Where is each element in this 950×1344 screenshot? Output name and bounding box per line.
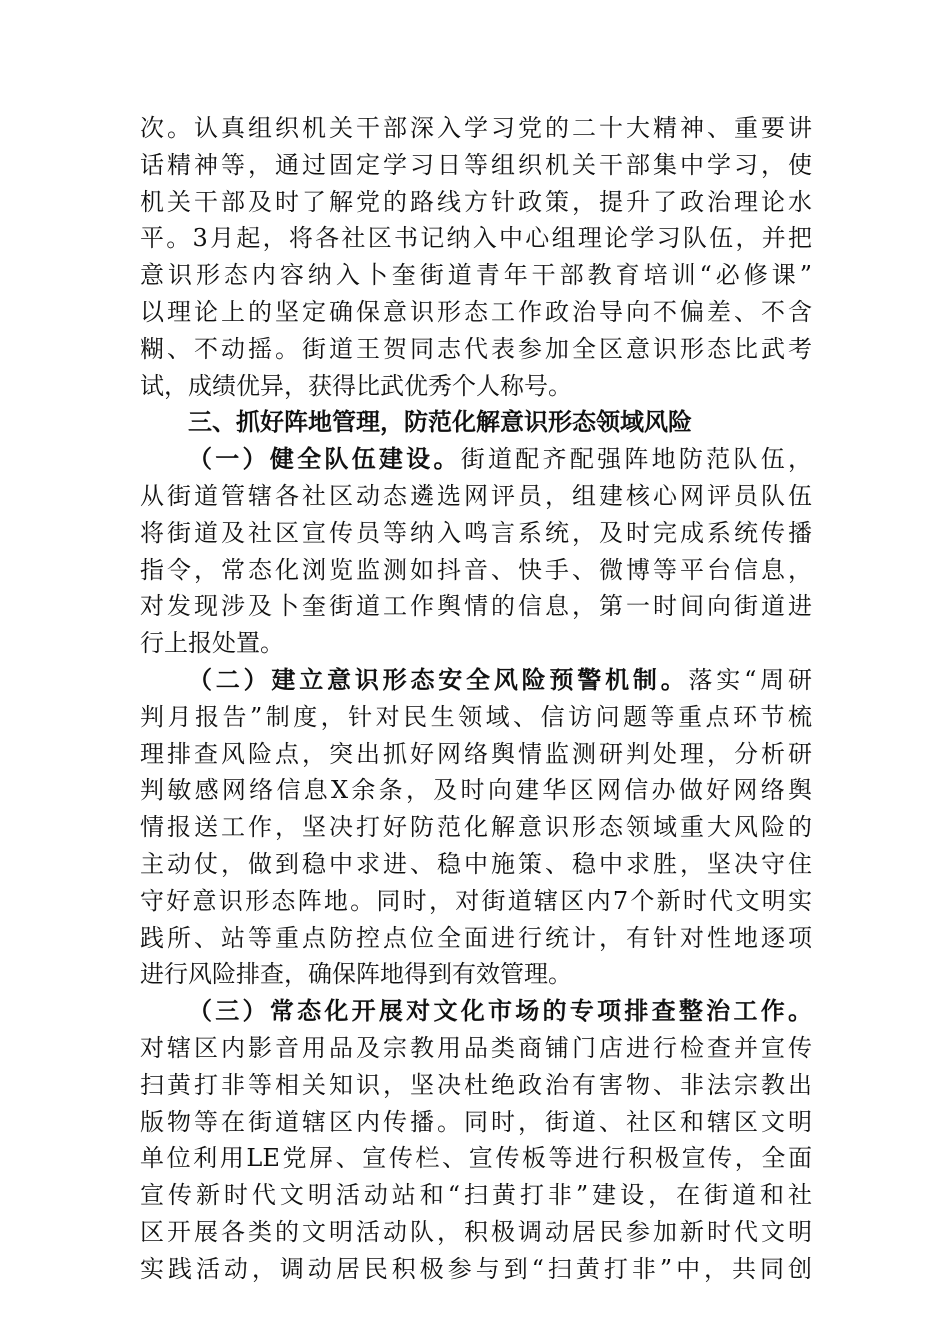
paragraph-line: 扫黄打非等相关知识，坚决杜绝政治有害物、非法宗教出 — [140, 1070, 812, 1099]
paragraph-line: 守好意识形态阵地。同时，对街道辖区内7个新时代文明实 — [140, 886, 812, 915]
paragraph-line: 实践活动，调动居民积极参与到“扫黄打非”中，共同创 — [140, 1254, 812, 1283]
paragraph-line: 情报送工作，坚决打好防范化解意识形态领域重大风险的 — [140, 813, 812, 842]
paragraph-line: 版物等在街道辖区内传播。同时，街道、社区和辖区文明 — [140, 1107, 812, 1136]
paragraph-line: 将街道及社区宣传员等纳入鸣言系统，及时完成系统传播 — [140, 518, 812, 547]
subsection-title: （二）建立意识形态安全风险预警机制。 — [188, 664, 689, 694]
subsection-first-line — [140, 441, 812, 478]
paragraph-line: 主动仗，做到稳中求进、稳中施策、稳中求胜，坚决守住 — [140, 849, 812, 878]
subsection-title: （一）健全队伍建设。 — [188, 444, 461, 474]
subsection-first-line — [140, 662, 812, 699]
paragraph-line: 指令，常态化浏览监测如抖音、快手、微博等平台信息， — [140, 555, 812, 584]
paragraph-line: 践所、站等重点防控点位全面进行统计，有针对性地逐项 — [140, 923, 812, 952]
paragraph-line: 理排查风险点，突出抓好网络舆情监测研判处理，分析研 — [140, 739, 812, 768]
paragraph-line: 对辖区内影音用品及宗教用品类商铺门店进行检查并宣传 — [140, 1033, 812, 1062]
paragraph-line: 判敏感网络信息X余条，及时向建华区网信办做好网络舆 — [140, 776, 812, 805]
paragraph-line: 宣传新时代文明活动站和“扫黄打非”建设，在街道和社 — [140, 1181, 812, 1210]
subsection-text: 街道配齐配强阵地防范队伍， — [460, 445, 812, 474]
paragraph-line: 判月报告”制度，针对民生领域、信访问题等重点环节梳 — [140, 702, 812, 731]
paragraph-line: 次。认真组织机关干部深入学习党的二十大精神、重要讲 — [140, 114, 812, 142]
paragraph-line: 区开展各类的文明活动队，积极调动居民参加新时代文明 — [140, 1217, 812, 1246]
paragraph-line: 行上报处置。 — [140, 629, 284, 658]
paragraph-line: 以理论上的坚定确保意识形态工作政治导向不偏差、不含 — [140, 297, 812, 326]
paragraph-line: 机关干部及时了解党的路线方针政策，提升了政治理论水 — [140, 187, 812, 216]
paragraph-line: 单位利用LE党屏、宣传栏、宣传板等进行积极宣传，全面 — [140, 1144, 812, 1173]
subsection-text: 落实“周研 — [688, 665, 812, 694]
section-heading: 三、抓好阵地管理，防范化解意识形态领域风险 — [188, 408, 692, 437]
paragraph-line: 平。3月起，将各社区书记纳入中心组理论学习队伍，并把 — [140, 224, 812, 253]
paragraph-line: 对发现涉及卜奎街道工作舆情的信息，第一时间向街道进 — [140, 592, 812, 621]
paragraph-line: 糊、不动摇。街道王贺同志代表参加全区意识形态比武考 — [140, 334, 812, 363]
paragraph-line: 试，成绩优异，获得比武优秀个人称号。 — [140, 371, 572, 400]
paragraph-line: 意识形态内容纳入卜奎街道青年干部教育培训“必修课” — [140, 261, 812, 290]
document-body — [140, 110, 812, 1288]
paragraph-line: 从街道管辖各社区动态遴选网评员，组建核心网评员队伍 — [140, 481, 812, 510]
paragraph-line: 进行风险排查，确保阵地得到有效管理。 — [140, 960, 572, 989]
paragraph-line: 话精神等，通过固定学习日等组织机关干部集中学习，使 — [140, 150, 812, 179]
subsection-title: （三）常态化开展对文化市场的专项排查整治工作。 — [188, 996, 812, 1026]
